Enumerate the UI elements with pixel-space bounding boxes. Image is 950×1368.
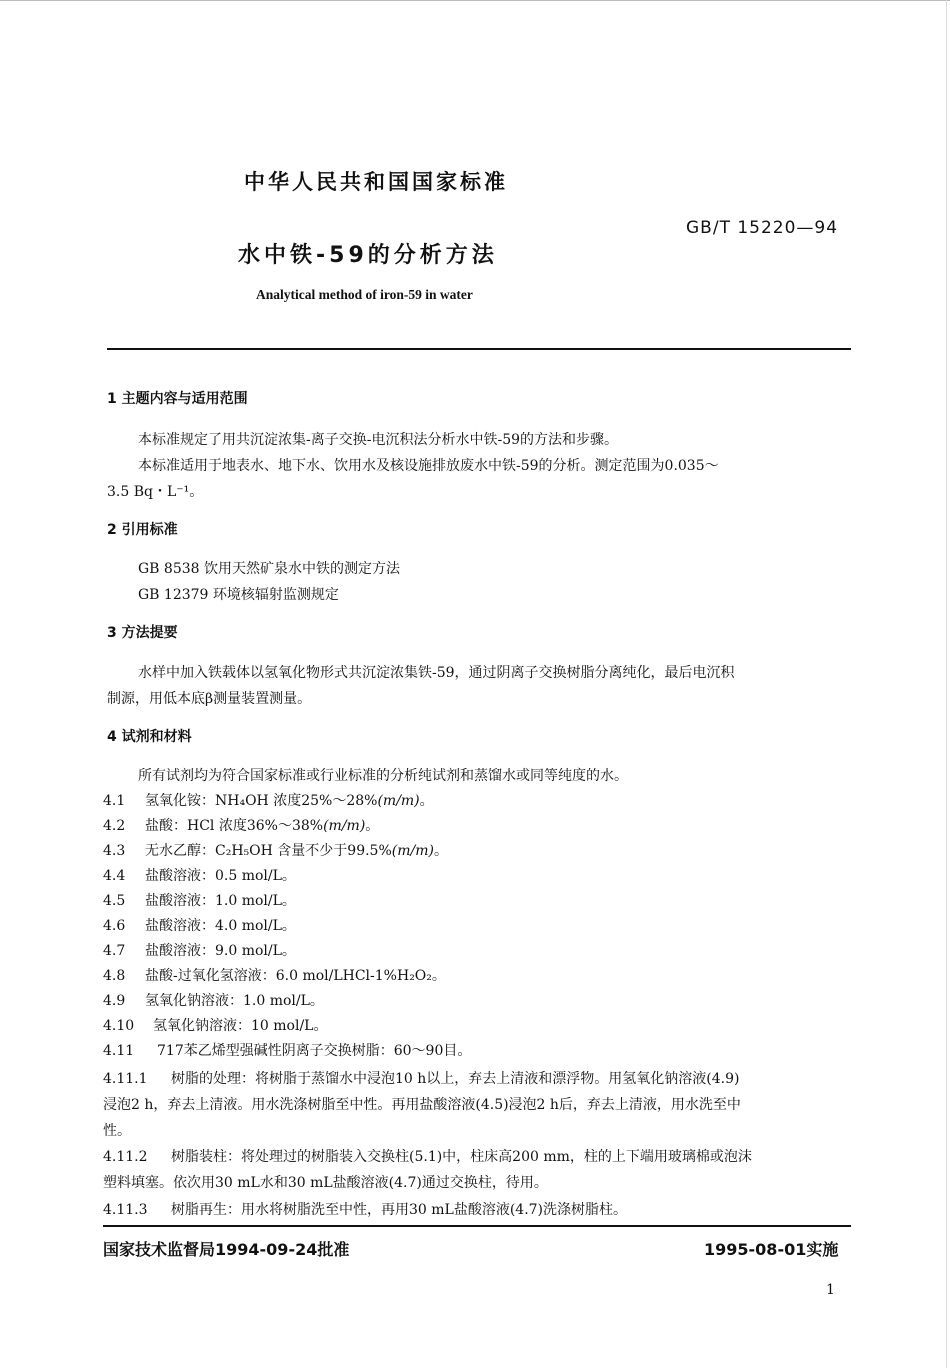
subitem-number: 4.11.3: [103, 1202, 148, 1218]
section-2-heading: 2 引用标准: [107, 522, 178, 538]
section-3-paragraph: 水样中加入铁载体以氢氧化物形式共沉淀浓集铁-59，通过阴离子交换树脂分离纯化，最后电沉积: [138, 665, 735, 681]
subitem-4-11-2: [103, 1146, 752, 1166]
reagent-number: 4.10: [103, 1018, 135, 1034]
section-1-paragraph-2: 本标准适用于地表水、地下水、饮用水及核设施排放废水中铁-59的分析。测定范围为0.035～: [138, 458, 719, 474]
section-4-intro: 所有试剂均为符合国家标准或行业标准的分析纯试剂和蒸馏水或同等纯度的水。: [138, 768, 628, 784]
reagent-number: 4.2: [103, 818, 126, 834]
reagent-item: [103, 790, 434, 810]
reagent-number: 4.6: [103, 918, 126, 934]
effective-date: 1995-08-01实施: [704, 1240, 839, 1259]
standard-code: GB/T 15220—94: [686, 218, 839, 238]
reagent-text: 无水乙醇：C₂H₅OH 含量不少于99.5%: [145, 843, 392, 859]
reagent-text: 盐酸-过氧化氢溶液：6.0 mol/LHCl-1%H₂O₂。: [145, 968, 446, 984]
section-3-paragraph-cont: 制源，用低本底β测量装置测量。: [107, 691, 312, 707]
page-number: 1: [826, 1282, 835, 1298]
reagent-text: 717苯乙烯型强碱性阴离子交换树脂：60～90目。: [157, 1043, 472, 1059]
reagent-item: [103, 840, 448, 860]
reagent-item: [103, 1040, 471, 1060]
reagent-item: [103, 915, 296, 935]
reagent-number: 4.8: [103, 968, 126, 984]
reagent-text: 盐酸溶液：4.0 mol/L。: [145, 918, 296, 934]
reagent-end: 。: [433, 843, 448, 859]
reagent-number: 4.7: [103, 943, 126, 959]
reagent-text: 盐酸溶液：9.0 mol/L。: [145, 943, 296, 959]
subitem-text: 树脂再生：用水将树脂洗至中性，再用30 mL盐酸溶液(4.7)洗涤树脂柱。: [171, 1202, 628, 1218]
reagent-item: [103, 1015, 327, 1035]
reference-gb12379: GB 12379 环境核辐射监测规定: [138, 587, 339, 603]
approval-date: 国家技术监督局1994-09-24批准: [103, 1240, 350, 1259]
footer-rule: [103, 1225, 851, 1227]
reagent-item: [103, 890, 296, 910]
reagent-text: 盐酸：HCl 浓度36%～38%: [145, 818, 324, 834]
reagent-unit: (m/m): [391, 843, 434, 859]
section-1-paragraph-1: 本标准规定了用共沉淀浓集-离子交换-电沉积法分析水中铁-59的方法和步骤。: [138, 432, 619, 448]
scan-edge-top: [0, 0, 950, 1]
reagent-number: 4.4: [103, 868, 126, 884]
subitem-4-11-3: [103, 1199, 627, 1219]
document-title-en: Analytical method of iron-59 in water: [256, 287, 473, 302]
subitem-text: 树脂的处理：将树脂于蒸馏水中浸泡10 h以上，弃去上清液和漂浮物。用氢氧化钠溶液(4.9): [171, 1071, 740, 1087]
reagent-item: [103, 865, 296, 885]
reagent-item: [103, 815, 379, 835]
subitem-4-11-1-end: 性。: [103, 1123, 131, 1139]
reagent-end: 。: [419, 793, 434, 809]
subitem-text: 树脂装柱：将处理过的树脂装入交换柱(5.1)中，柱床高200 mm，柱的上下端用玻璃棉或泡沫: [171, 1149, 752, 1165]
reagent-number: 4.1: [103, 793, 126, 809]
reagent-number: 4.3: [103, 843, 126, 859]
subitem-4-11-2-cont: 塑料填塞。依次用30 mL水和30 mL盐酸溶液(4.7)通过交换柱，待用。: [103, 1175, 548, 1191]
reagent-text: 盐酸溶液：0.5 mol/L。: [145, 868, 296, 884]
reference-gb8538: GB 8538 饮用天然矿泉水中铁的测定方法: [138, 561, 401, 577]
reagent-unit: (m/m): [323, 818, 366, 834]
subitem-4-11-1: [103, 1068, 739, 1088]
section-1-paragraph-2-cont: 3.5 Bq・L⁻¹。: [107, 484, 204, 500]
reagent-unit: (m/m): [377, 793, 420, 809]
section-1-heading: 1 主题内容与适用范围: [107, 391, 248, 407]
reagent-text: 氢氧化钠溶液：10 mol/L。: [153, 1018, 328, 1034]
section-3-heading: 3 方法提要: [107, 625, 178, 641]
document-title-cn: 水中铁-59的分析方法: [238, 243, 498, 268]
scan-edge-right: [946, 0, 947, 1368]
national-standard-label: 中华人民共和国国家标准: [244, 170, 508, 194]
subitem-number: 4.11.2: [103, 1149, 148, 1165]
reagent-number: 4.9: [103, 993, 126, 1009]
reagent-text: 氢氧化铵：NH₄OH 浓度25%～28%: [145, 793, 378, 809]
section-4-heading: 4 试剂和材料: [107, 729, 192, 745]
reagent-number: 4.5: [103, 893, 126, 909]
reagent-item: [103, 965, 446, 985]
reagent-number: 4.11: [103, 1043, 135, 1059]
subitem-4-11-1-cont: 浸泡2 h，弃去上清液。用水洗涤树脂至中性。再用盐酸溶液(4.5)浸泡2 h后，弃去上清液，用水洗至中: [103, 1097, 741, 1113]
reagent-end: 。: [365, 818, 380, 834]
reagent-item: [103, 990, 324, 1010]
reagent-text: 盐酸溶液：1.0 mol/L。: [145, 893, 296, 909]
subitem-number: 4.11.1: [103, 1071, 148, 1087]
reagent-text: 氢氧化钠溶液：1.0 mol/L。: [145, 993, 324, 1009]
reagent-item: [103, 940, 296, 960]
header-rule: [107, 348, 851, 350]
